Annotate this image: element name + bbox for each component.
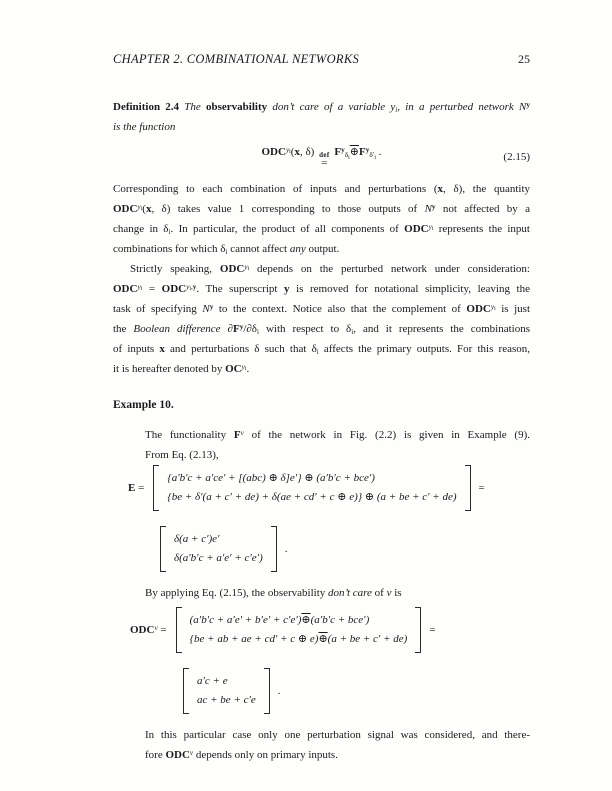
equation-2-15-number: (2.15) — [503, 151, 530, 163]
bracket-right — [271, 526, 277, 572]
equation-E — [128, 465, 530, 511]
matrix-row: {be + ab + ae + cd′ + c ⊕ e)⊕(a + be + c′ + de) — [189, 633, 408, 645]
text-line: From Eq. (2.13), — [145, 449, 219, 461]
text-line: Definition 2.4 The observability don’t care of a variable $y_i$, in a perturbed network $N^y$ — [113, 100, 531, 115]
text-line: $ODC^{y_i}(x$, δ) takes value 1 corresponding to those outputs of $N^y$ not affected by a — [113, 202, 531, 215]
by-applying-line — [145, 583, 530, 603]
text-line: By applying Eq. (2.15), the observability don’t care of v is — [145, 587, 402, 599]
matrix-E-rows — [165, 465, 458, 511]
matrix-ODC-result — [183, 668, 270, 714]
matrix-row: ac + be + c′e — [197, 694, 256, 706]
equation-period: . — [284, 543, 288, 555]
matrix-ODC — [176, 607, 422, 653]
closing-paragraph — [145, 725, 530, 765]
text-line: the Boolean difference $\partial F^y/\partial\delta_i$ with respect to $\delta_i$, and it represents the combinations — [113, 322, 531, 337]
matrix-row: δ(a′b′c + a′e′ + c′e′) — [174, 552, 263, 564]
bracket-left — [153, 465, 159, 511]
equation-period: . — [277, 685, 281, 697]
matrix-row: δ(a + c′)e′ — [174, 533, 220, 545]
text-line: task of specifying $N^y$ to the context. Notice also that the complement of $ODC^{y_i}$ is just — [113, 302, 531, 315]
definition-2-4 — [113, 97, 530, 137]
matrix-ODC-rows — [188, 607, 410, 653]
text-line: is the function — [113, 121, 176, 133]
matrix-row: a′c + e — [197, 675, 228, 687]
matrix-row: {be + δ′(a + c′ + de) + δ(ae + cd′ + c ⊕ e)} ⊕ (a + be + c′ + de) — [167, 491, 457, 503]
example-10-heading: Example 10. — [113, 399, 174, 411]
paragraph-strictly-speaking — [113, 259, 530, 379]
equation-2-15-formula: $ODC^{y_i}(x$, δ) def = $F^y_{\delta_i}\oplus F^y_{\delta'_i}$ . — [261, 145, 382, 169]
matrix-E-result-rows — [172, 526, 265, 572]
matrix-E-result — [160, 526, 277, 572]
equation-ODC-result-matrix — [183, 668, 530, 714]
equation-2-15 — [113, 143, 530, 171]
text-line: Corresponding to each combination of inputs and perturbations (x, δ), the quantity — [113, 183, 531, 195]
matrix-row: {a′b′c + a′ce′ + [(abc) ⊕ δ]e′} ⊕ (a′b′c + bce′) — [167, 472, 375, 484]
text-line: it is hereafter denoted by $OC^{y_i}$. — [113, 362, 250, 375]
chapter-running-title: CHAPTER 2. COMBINATIONAL NETWORKS — [113, 52, 360, 66]
paragraph-odc-explanation — [113, 179, 530, 259]
page-header — [113, 52, 530, 67]
equation-ODC-v-lhs: $ODC^v$ = — [130, 623, 167, 636]
text-line: of inputs x and perturbations δ such that $\delta_i$ affects the primary outputs. For this reason, — [113, 343, 530, 357]
equation-E-lhs: E = — [128, 482, 145, 494]
bracket-right — [465, 465, 471, 511]
matrix-ODC-result-rows — [195, 668, 258, 714]
matrix-E — [153, 465, 470, 511]
example-intro-paragraph — [145, 425, 530, 465]
page-number: 25 — [518, 52, 530, 66]
example-10-body — [128, 425, 530, 765]
bracket-left — [176, 607, 182, 653]
text-line: $ODC^{y_i} = ODC^{y_i,y}$. The superscript y is removed for notational simplicity, leaving the — [113, 282, 530, 295]
bracket-left — [160, 526, 166, 572]
text-line: combinations for which $\delta_i$ cannot affect any output. — [113, 243, 340, 257]
text-line: Strictly speaking, $ODC^{y_i}$ depends on the perturbed network under consideration: — [130, 262, 530, 275]
bracket-left — [183, 668, 189, 714]
equation-E-equals: = — [478, 482, 485, 494]
equation-ODC-v — [130, 607, 530, 653]
text-line: fore ODC$^v$ depends only on primary inputs. — [145, 748, 338, 761]
matrix-row: (a′b′c + a′e′ + b′e′ + c′e′)⊕(a′b′c + bce′) — [189, 614, 370, 626]
bracket-right — [415, 607, 421, 653]
bracket-right — [264, 668, 270, 714]
text-line: change in $\delta_i$. In particular, the product of all components of $ODC^{y_i}$ represents the input — [113, 222, 530, 237]
equation-ODC-equals: = — [429, 624, 436, 636]
text-line: In this particular case only one perturbation signal was considered, and there- — [145, 729, 530, 741]
text-line: The functionality $F^v$ of the network in Fig. (2.2) is given in Example (9). — [145, 428, 530, 441]
equation-E-result-matrix — [160, 526, 530, 572]
